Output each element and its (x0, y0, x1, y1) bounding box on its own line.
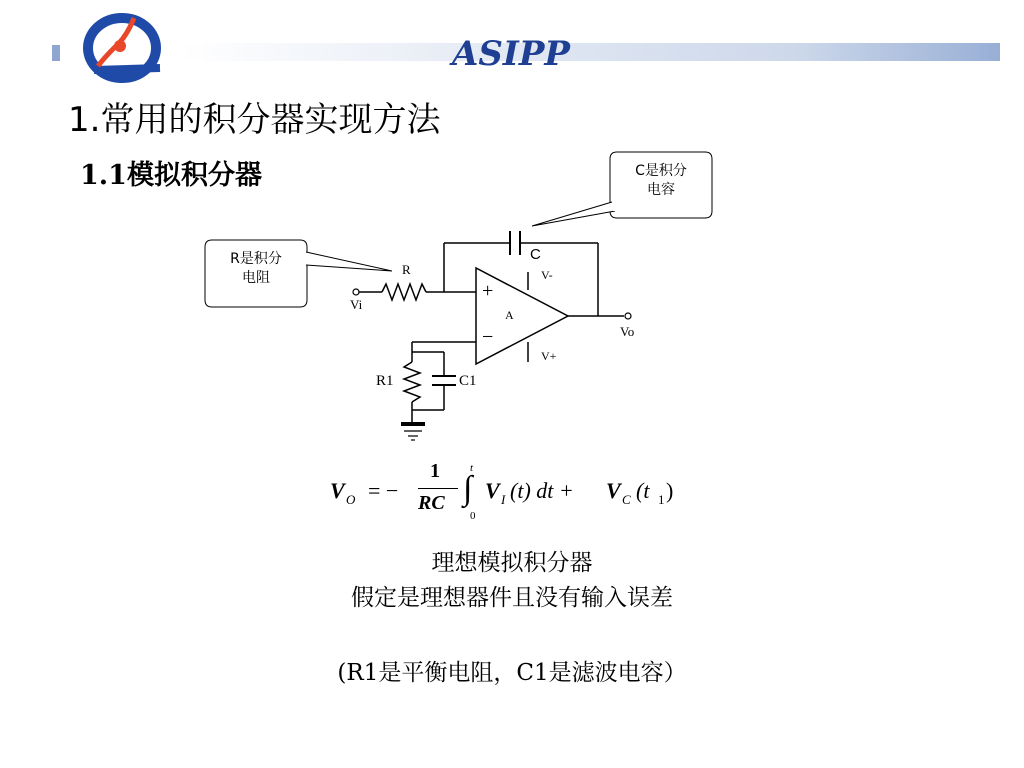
formula-vc-sub: C (622, 492, 631, 507)
resistor-r1 (404, 362, 420, 402)
capacitor-callout-line1: C是积分 (635, 163, 687, 179)
formula-vi-sub: I (501, 492, 506, 507)
formula-vo: V (330, 478, 345, 503)
capacitor-callout-pointer (532, 202, 615, 226)
formula-term1-arg: (t) dt + (510, 478, 574, 503)
section-heading: 1.1模拟积分器 (80, 160, 262, 191)
formula-fraction-bar (418, 488, 458, 489)
integrator-formula (330, 458, 710, 528)
label-v-minus: V- (541, 268, 553, 282)
formula-term2-arg-close: ) (666, 478, 674, 503)
integral-sign-icon: ∫ (463, 470, 473, 507)
label-minus-sign: − (482, 326, 494, 348)
caption-line2: 假定是理想器件且没有输入误差 (351, 585, 673, 611)
resistor-r (382, 284, 426, 300)
formula-eq: = − (368, 478, 399, 503)
label-r: R (402, 262, 411, 277)
label-vo: Vo (620, 324, 635, 339)
resistor-callout-line1: R是积分 (230, 251, 282, 267)
resistor-callout-line2: 电阻 (242, 270, 270, 286)
label-c: C (530, 246, 541, 263)
input-terminal (353, 289, 359, 295)
resistor-callout-text (205, 250, 307, 288)
label-vi: Vi (350, 297, 363, 312)
formula-term2-arg-open: (t (636, 478, 650, 503)
brand-text: ASIPP (452, 34, 570, 74)
formula-denominator: RC (418, 492, 445, 514)
label-v-plus: V+ (541, 349, 557, 363)
output-terminal (625, 313, 631, 319)
formula-vi: V (485, 478, 500, 503)
formula-integral-upper: t (470, 462, 474, 474)
label-c1: C1 (459, 373, 477, 389)
formula-numerator: 1 (430, 460, 440, 482)
formula-term2-arg-sub: 1 (658, 492, 665, 507)
capacitor-callout-text (610, 162, 712, 200)
label-r1: R1 (376, 373, 394, 389)
component-note: (R1是平衡电阻，C1是滤波电容） (337, 660, 687, 686)
formula-integral-lower: 0 (470, 510, 476, 522)
formula-vo-sub: O (346, 492, 356, 507)
formula-vc: V (606, 478, 621, 503)
page-title: 1.常用的积分器实现方法 (68, 100, 441, 140)
capacitor-callout-line2: 电容 (647, 182, 675, 198)
resistor-callout-pointer (306, 252, 392, 271)
label-amp: A (505, 308, 514, 322)
label-plus-sign: + (482, 280, 494, 302)
caption-line1: 理想模拟积分器 (431, 550, 593, 576)
ground-symbol (401, 422, 425, 426)
